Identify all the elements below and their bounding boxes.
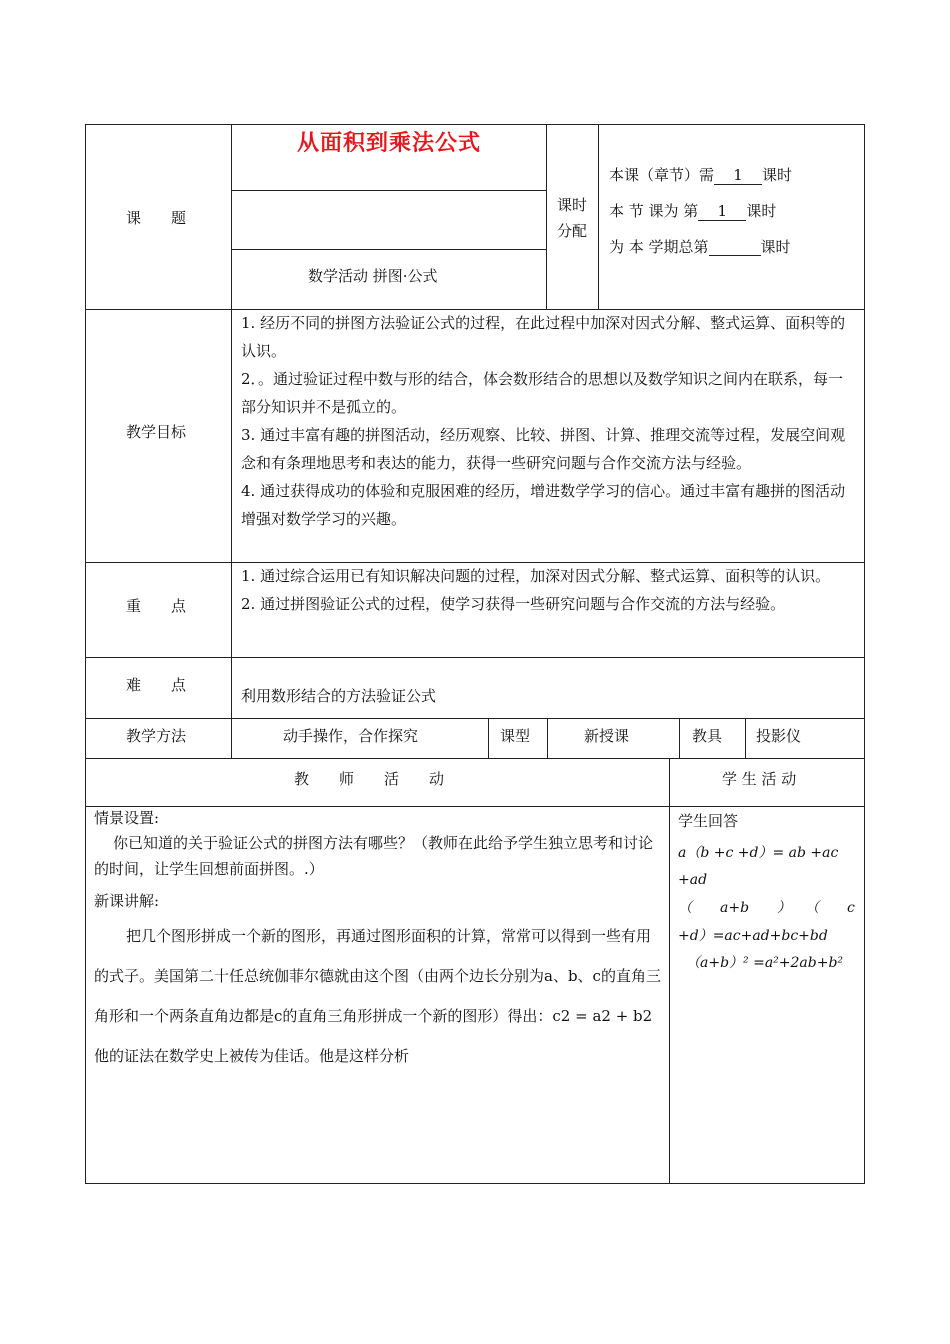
key-points-list (241, 562, 855, 618)
student-equation-2-line1: （ a+b ） （ c (678, 900, 855, 916)
hours-line-1-value: 1 (714, 166, 762, 185)
table-border-left (85, 124, 86, 1184)
method-divider-3 (679, 718, 680, 758)
key-points-label: 重 点 (126, 597, 187, 615)
student-equation-1-line1: a（b +c +d）= ab +ac (678, 845, 839, 861)
row-divider-method (85, 718, 865, 719)
label-column-divider (231, 124, 232, 758)
table-border-top (85, 124, 865, 125)
title-divider-1 (232, 190, 546, 191)
method-label: 教学方法 (126, 727, 187, 745)
method-divider-2 (547, 718, 548, 758)
new-lesson-label: 新课讲解: (94, 892, 160, 910)
hours-line-2 (609, 202, 776, 221)
student-activity-header: 学 生 活 动 (722, 770, 797, 788)
student-equation-3: （a+b）² =a²+2ab+b² (686, 955, 844, 971)
method-divider-4 (745, 718, 746, 758)
hours-line-2-prefix: 本 节 课为 第 (609, 202, 699, 220)
hours-line-3-prefix: 为 本 学期总第 (609, 238, 709, 256)
hours-line-3 (609, 238, 791, 256)
objectives-label: 教学目标 (126, 423, 187, 441)
hours-line-1 (609, 166, 792, 185)
objective-item: 4. 通过获得成功的体验和克服困难的经历，增进数学学习的信心。通过丰富有趣拼的图活动增强对数学学习的兴趣。 (241, 482, 846, 528)
row-divider-activity-header (85, 758, 865, 759)
student-answer-label: 学生回答 (678, 812, 739, 830)
hours-line-3-value (709, 239, 761, 256)
scene-label: 情景设置: (94, 809, 160, 827)
objectives-list (241, 309, 855, 533)
new-lesson-text: 把几个图形拼成一个新的图形，再通过图形面积的计算，常常可以得到一些有用的式子。美国第二十任总统伽菲尔德就由这个图（由两个边长分别为a、b、c的直角三角形和一个两条直角边都是c的直角三角形拼成一个新的图形）得出：c2 = a2 + b2他的证法在数学史上被传为佳话。他是这样分析 (94, 927, 661, 1065)
method-divider-1 (488, 718, 489, 758)
hours-label-line1: 课时 (557, 196, 588, 214)
student-equation-1-line2: +ad (678, 872, 708, 888)
teaching-tool-value: 投影仪 (756, 727, 802, 745)
difficulty-label: 难 点 (126, 676, 187, 694)
scene-text: 你已知道的关于验证公式的拼图方法有哪些？（教师在此给予学生独立思考和讨论的时间，让学生回想前面拼图。.） (94, 834, 654, 878)
teacher-activity-header: 教 师 活 动 (294, 770, 445, 788)
objective-item: 2．。通过验证过程中数与形的结合，体会数形结合的思想以及数学知识之间内在联系，每一部分知识并不是孤立的。 (241, 370, 844, 416)
key-point-item: 2. 通过拼图验证公式的过程，使学习获得一些研究问题与合作交流的方法与经验。 (241, 595, 786, 613)
hours-line-2-value: 1 (698, 202, 746, 221)
method-value: 动手操作，合作探究 (283, 727, 419, 745)
objective-item: 3. 通过丰富有趣的拼图活动，经历观察、比较、拼图、计算、推理交流等过程，发展空间观念和有条理地思考和表达的能力，获得一些研究问题与合作交流方法与经验。 (241, 426, 846, 472)
hours-line-2-suffix: 课时 (746, 202, 777, 220)
lesson-type-label: 课型 (500, 727, 531, 745)
student-equation-2-line2: +d）=ac+ad+bc+bd (678, 928, 828, 944)
table-border-right (864, 124, 865, 1184)
subtitle: 数学活动 拼图·公式 (308, 267, 438, 285)
hours-line-1-suffix: 课时 (762, 166, 793, 184)
teaching-tool-label: 教具 (692, 727, 723, 745)
row-divider-activity-body (85, 806, 865, 807)
lesson-type-value: 新授课 (584, 727, 630, 745)
hours-line-3-suffix: 课时 (760, 238, 791, 256)
difficulty-text: 利用数形结合的方法验证公式 (241, 687, 437, 705)
row-divider-difficulty (85, 657, 865, 658)
table-border-bottom (85, 1183, 865, 1184)
hours-label-divider-left (546, 124, 547, 310)
activity-column-divider (669, 758, 670, 1184)
page-title: 从面积到乘法公式 (296, 130, 481, 156)
hours-line-1-prefix: 本课（章节）需 (609, 166, 715, 184)
hours-label-line2: 分配 (557, 222, 588, 240)
topic-label: 课 题 (126, 209, 187, 227)
title-divider-2 (232, 249, 546, 250)
hours-label-divider-right (598, 124, 599, 310)
key-point-item: 1. 通过综合运用已有知识解决问题的过程，加深对因式分解、整式运算、面积等的认识。 (241, 567, 831, 585)
objective-item: 1. 经历不同的拼图方法验证公式的过程，在此过程中加深对因式分解、整式运算、面积等的认识。 (241, 314, 846, 360)
